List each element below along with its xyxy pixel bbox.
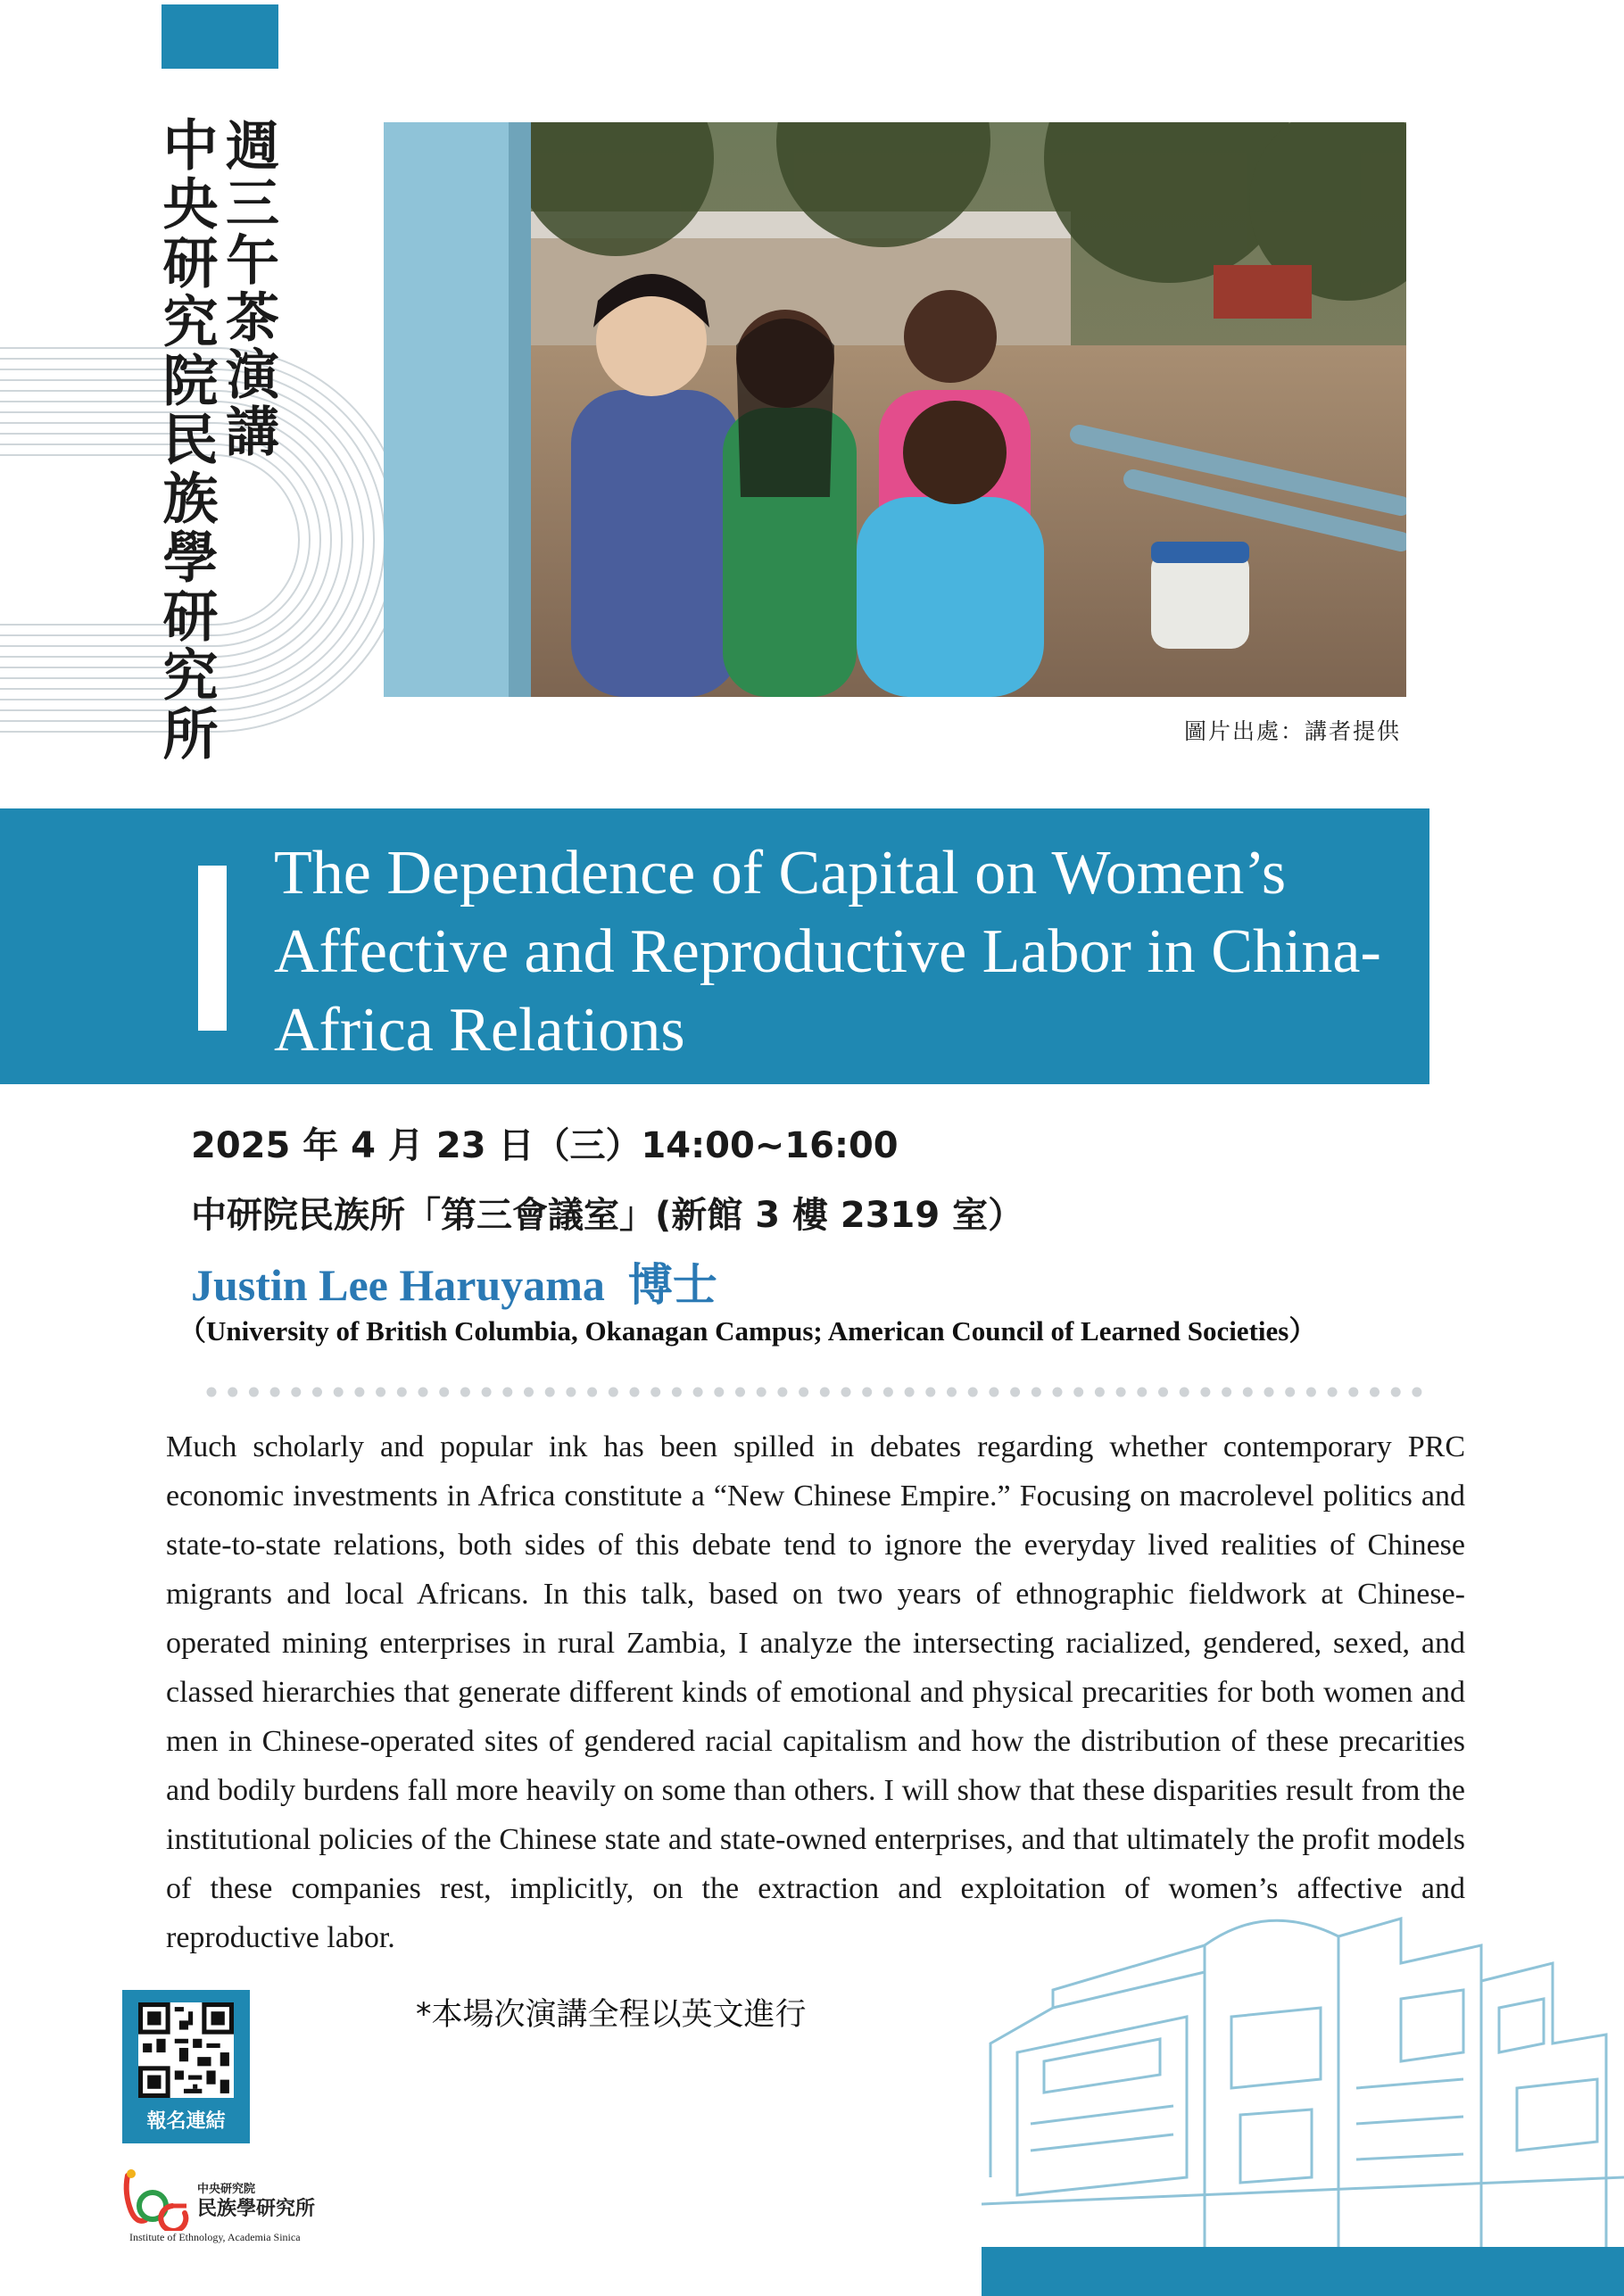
institute-title: 中央研究院民族學研究所 (153, 116, 219, 764)
ioe-logo-icon (120, 2167, 194, 2231)
speaker-title: 博士 (627, 1259, 717, 1311)
language-note: *本場次演講全程以英文進行 (416, 1997, 807, 2033)
qr-code-icon[interactable] (138, 2002, 234, 2098)
registration-qr-block[interactable] (122, 1990, 250, 2143)
logo-name-english: Institute of Ethnology, Academia Sinica (129, 2231, 301, 2243)
logo-name-institute: 民族學研究所 (197, 2198, 316, 2220)
registration-link-label[interactable]: 報名連結 (146, 2110, 226, 2133)
building-illustration (982, 1910, 1624, 2249)
event-date-time: 2025 年 4 月 23 日（三）14:00~16:00 (191, 1125, 899, 1166)
photo-credit: 圖片出處：講者提供 (1183, 718, 1401, 744)
speaker (191, 1249, 717, 1314)
decorative-bottom-bar (982, 2247, 1624, 2296)
institute-logo (120, 2167, 335, 2247)
event-photo (384, 122, 1406, 697)
decorative-top-block (162, 4, 278, 69)
logo-name-academia: 中央研究院 (197, 2183, 256, 2196)
series-title: 週三午茶演講 (217, 118, 279, 460)
event-venue: 中研院民族所「第三會議室」(新館 3 樓 2319 室） (191, 1195, 1024, 1236)
dotted-divider (205, 1386, 1437, 1398)
abstract-text: Much scholarly and popular ink has been spilled in debates regarding whether contemporary PRC economic investments in Africa constitute a “New Chinese Empire.” Focusing on macrolevel politics and state-to-state relations, both sides of this debate tend to ignore the everyday lived realities of Chinese migrants and local Africans. In this talk, based on two years of ethnographic fieldwork at Chinese-operated mining enterprises in rural Zambia, I analyze the intersecting racialized, gendered, sexed, and classed hierarchies that generate different kinds of emotional and physical precarities for both women and men in Chinese-operated sites of gendered racial capitalism and how the distribution of these precarities and bodily burdens fall more heavily on some than others. I will show that these disparities result from the institutional policies of the Chinese state and state-owned enterprises, and that ultimately the profit models of these companies rest, implicitly, on the extraction and exploitation of women’s affective and reproductive labor. (166, 1430, 1465, 1954)
banner-accent-bar (198, 866, 227, 1031)
talk-title: The Dependence of Capital on Women’s Affective and Reproductive Labor in China-Africa Relations (274, 839, 1381, 1065)
speaker-affiliation: （University of British Columbia, Okanagan Campus; American Council of Learned Societies） (178, 1315, 1317, 1347)
speaker-name: Justin Lee Haruyama (191, 1260, 605, 1310)
